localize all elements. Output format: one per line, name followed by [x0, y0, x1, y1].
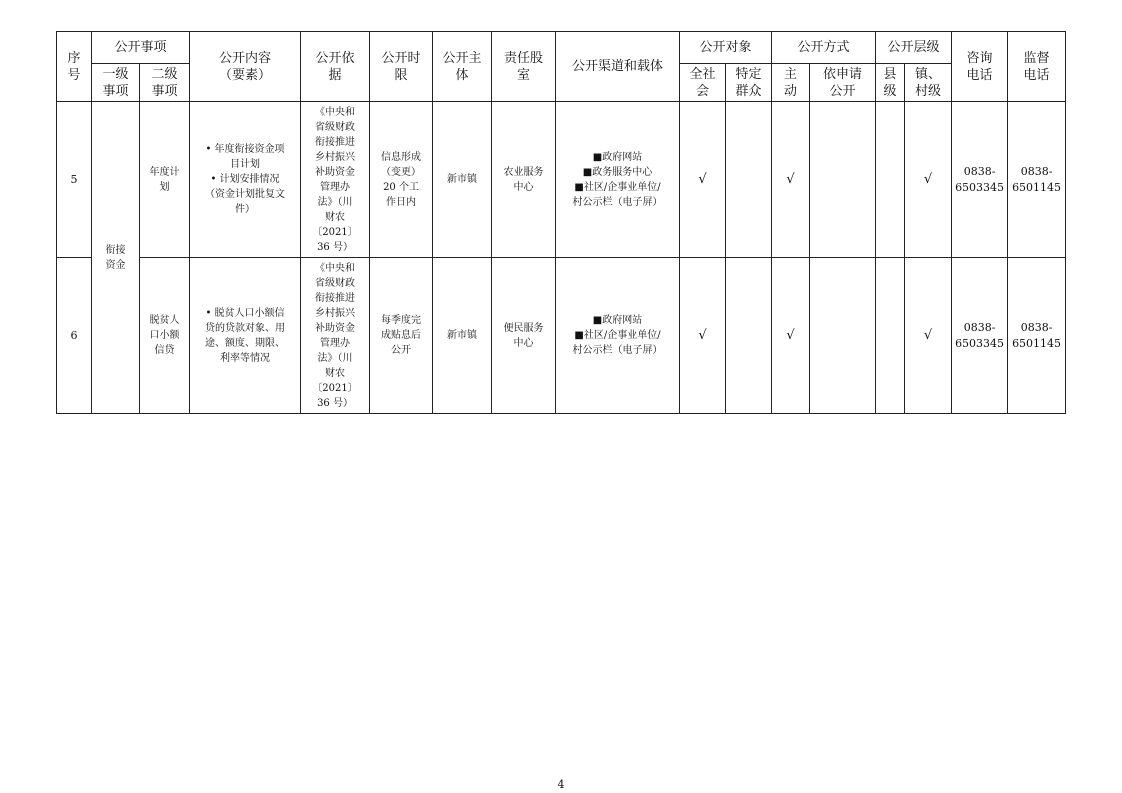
- row-target-specific: [726, 102, 772, 258]
- row-method-active: √: [772, 102, 810, 258]
- header-target-all: 全社 会: [680, 64, 726, 102]
- row-method-active: √: [772, 258, 810, 414]
- header-method-apply: 依申请 公开: [810, 64, 876, 102]
- row-target-all: √: [680, 102, 726, 258]
- header-content: 公开内容 （要素）: [190, 32, 301, 102]
- header-time-limit: 公开时 限: [370, 32, 433, 102]
- row-time-limit: 信息形成 （变更） 20 个工 作日内: [370, 102, 433, 258]
- header-supervise: 监督 电话: [1008, 32, 1066, 102]
- header-basis: 公开依 据: [301, 32, 370, 102]
- table-row: [57, 258, 1066, 414]
- row-channel: ■政府网站 ■社区/企事业单位/ 村公示栏（电子屏）: [556, 258, 680, 414]
- row-channel: ■政府网站 ■政务服务中心 ■社区/企事业单位/ 村公示栏（电子屏）: [556, 102, 680, 258]
- row-time-limit: 每季度完 成贴息后 公开: [370, 258, 433, 414]
- header-channel: 公开渠道和载体: [556, 32, 680, 102]
- row-method-apply: [810, 102, 876, 258]
- row-seq: 5: [57, 102, 92, 258]
- header-target-group: 公开对象: [680, 32, 772, 64]
- row-subject: 新市镇: [433, 102, 492, 258]
- table-row: [57, 102, 1066, 258]
- header-subject: 公开主 体: [433, 32, 492, 102]
- row-basis: 《中央和 省级财政 衔接推进 乡村振兴 补助资金 管理办 法》（川 财农 〔2021〕 36 号）: [301, 102, 370, 258]
- row-basis: 《中央和 省级财政 衔接推进 乡村振兴 补助资金 管理办 法》（川 财农 〔2021〕 36 号）: [301, 258, 370, 414]
- row-level-town: √: [905, 102, 952, 258]
- level1-merged-cell: 衔接 资金: [92, 102, 140, 414]
- header-level-group: 公开层级: [876, 32, 952, 64]
- disclosure-table: [56, 31, 1066, 414]
- header-level2: 二级 事项: [140, 64, 190, 102]
- header-method-group: 公开方式: [772, 32, 876, 64]
- row-content: • 脱贫人口小额信 贷的贷款对象、用 途、额度、期限、 利率等情况: [190, 258, 301, 414]
- page-number: 4: [557, 778, 565, 791]
- row-target-all: √: [680, 258, 726, 414]
- row-consult-phone: 0838- 6503345: [952, 258, 1008, 414]
- header-target-specific: 特定 群众: [726, 64, 772, 102]
- row-subject: 新市镇: [433, 258, 492, 414]
- header-row-1: [57, 32, 1066, 64]
- row-level2: 脱贫人 口小额 信贷: [140, 258, 190, 414]
- header-item-group: 公开事项: [92, 32, 190, 64]
- header-level-county: 县 级: [876, 64, 905, 102]
- row-target-specific: [726, 258, 772, 414]
- header-level-town: 镇、 村级: [905, 64, 952, 102]
- row-content: • 年度衔接资金项 目计划 • 计划安排情况 （资金计划批复文 件）: [190, 102, 301, 258]
- row-supervise-phone: 0838- 6501145: [1008, 102, 1066, 258]
- row-method-apply: [810, 258, 876, 414]
- header-seq: 序 号: [57, 32, 92, 102]
- row-seq: 6: [57, 258, 92, 414]
- row-level-county: [876, 102, 905, 258]
- header-level1: 一级 事项: [92, 64, 140, 102]
- header-consult: 咨询 电话: [952, 32, 1008, 102]
- header-dept: 责任股 室: [492, 32, 556, 102]
- row-consult-phone: 0838- 6503345: [952, 102, 1008, 258]
- row-level-town: √: [905, 258, 952, 414]
- row-level-county: [876, 258, 905, 414]
- header-method-active: 主 动: [772, 64, 810, 102]
- row-dept: 农业服务 中心: [492, 102, 556, 258]
- row-level2: 年度计 划: [140, 102, 190, 258]
- row-dept: 便民服务 中心: [492, 258, 556, 414]
- row-supervise-phone: 0838- 6501145: [1008, 258, 1066, 414]
